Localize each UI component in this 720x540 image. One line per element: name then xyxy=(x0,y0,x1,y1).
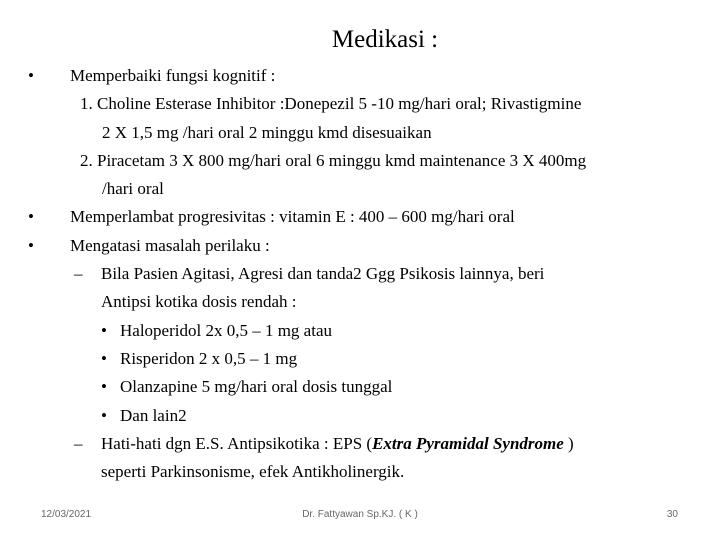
sub-bullet-marker: • xyxy=(101,377,107,397)
bullet-text: Memperlambat progresivitas : vitamin E : 400 – 600 mg/hari oral xyxy=(70,207,515,227)
sub-bullet-text: Risperidon 2 x 0,5 – 1 mg xyxy=(120,348,298,368)
footer-page-number: 30 xyxy=(666,509,678,520)
sub-bullet-text: Olanzapine 5 mg/hari oral dosis tunggal xyxy=(120,377,393,397)
dash-text-start: Hati-hati dgn E.S. Antipsikotika : EPS ( xyxy=(101,433,373,453)
sub-bullet-marker: • xyxy=(101,405,107,425)
numbered-item-text: 1. Choline Esterase Inhibitor :Donepezil 5 -10 mg/hari oral; Rivastigmine xyxy=(80,94,582,114)
dash-text-end: ) xyxy=(563,433,574,453)
numbered-item-continuation: 2 X 1,5 mg /hari oral 2 minggu kmd disesuaikan xyxy=(102,122,432,142)
dash-text: Bila Pasien Agitasi, Agresi dan tanda2 Ggg Psikosis lainnya, beri xyxy=(101,264,545,284)
dash-item xyxy=(28,430,708,458)
emphasized-term: Extra Pyramidal Syndrome xyxy=(372,433,564,453)
dash-marker: – xyxy=(74,433,83,453)
dash-continuation: seperti Parkinsonisme, efek Antikholinergik. xyxy=(101,462,405,482)
dash-continuation: Antipsi kotika dosis rendah : xyxy=(101,292,297,312)
numbered-item-text: 2. Piracetam 3 X 800 mg/hari oral 6 minggu kmd maintenance 3 X 400mg xyxy=(80,150,587,170)
sub-bullet-marker: • xyxy=(101,320,107,340)
slide-content xyxy=(28,62,708,486)
bullet-text: Memperbaiki fungsi kognitif : xyxy=(70,66,276,85)
bullet-item xyxy=(28,203,708,231)
sub-bullet-text: Haloperidol 2x 0,5 – 1 mg atau xyxy=(120,320,332,340)
dash-item xyxy=(28,260,708,288)
footer-author: Dr. Fattyawan Sp.KJ. ( K ) xyxy=(302,509,418,520)
sub-bullet-item xyxy=(28,345,708,373)
dash-text xyxy=(101,434,574,453)
slide-title: Medikasi : xyxy=(331,26,439,53)
sub-bullet-item xyxy=(28,402,708,430)
bullet-item xyxy=(28,232,708,260)
sub-bullet-marker: • xyxy=(101,348,107,368)
bullet-item xyxy=(28,62,708,90)
numbered-item-continuation: /hari oral xyxy=(102,179,164,199)
sub-bullet-item xyxy=(28,317,708,345)
sub-bullet-text: Dan lain2 xyxy=(120,405,187,425)
dash-marker: – xyxy=(74,264,83,284)
footer-date: 12/03/2021 xyxy=(41,509,92,520)
bullet-text: Mengatasi masalah perilaku : xyxy=(70,235,270,255)
sub-bullet-item xyxy=(28,373,708,401)
bullet-marker: • xyxy=(28,207,34,227)
bullet-marker: • xyxy=(28,235,34,255)
bullet-marker: • xyxy=(28,66,34,85)
